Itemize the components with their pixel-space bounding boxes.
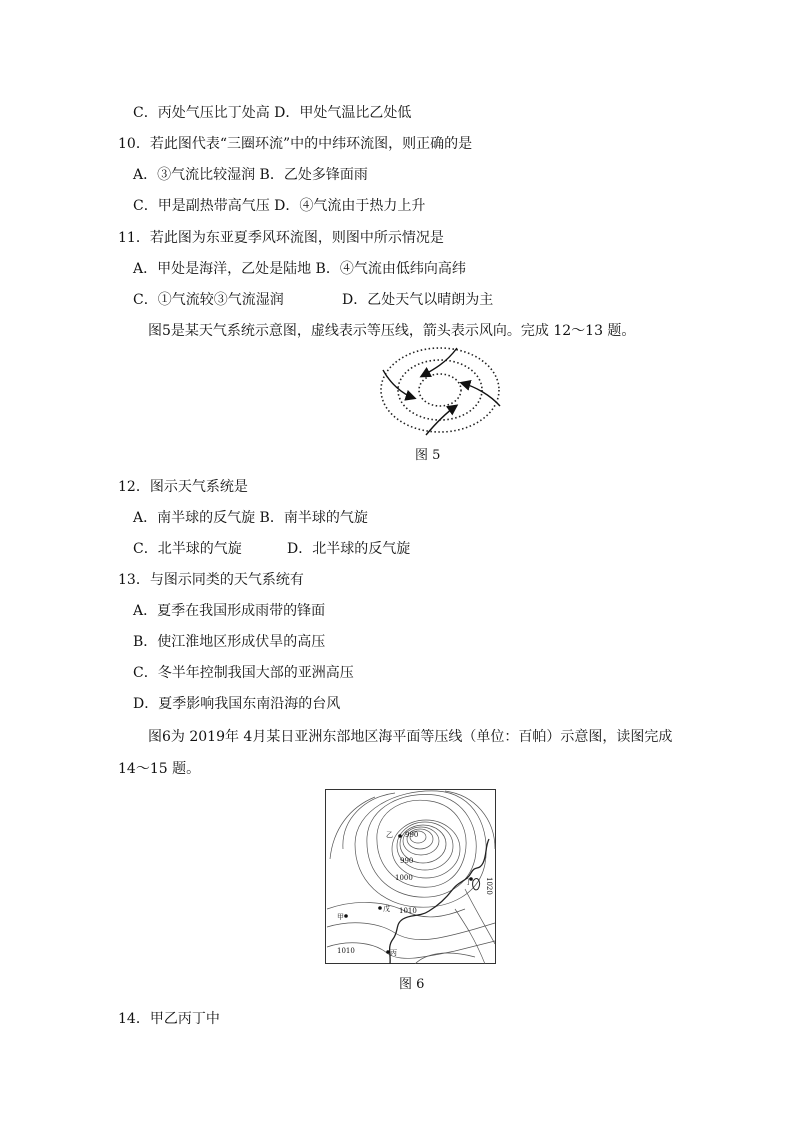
- point-wu: [378, 906, 382, 910]
- option-12c: C．北半球的气旋: [133, 541, 242, 557]
- label-990a: 990: [405, 831, 419, 839]
- intro-figure-5: 图5是某天气系统示意图，虚线表示等压线，箭头表示风向。完成 12～13 题。: [148, 323, 636, 339]
- option-line-9cd: C．丙处气压比丁处高 D．甲处气温比乙处低: [133, 105, 412, 121]
- intro-figure-6-cont: 14～15 题。: [118, 761, 201, 777]
- label-yi: 乙: [386, 831, 393, 839]
- intro-figure-6: 图6为 2019年 4月某日亚洲东部地区海平面等压线（单位：百帕）示意图，读图完成: [148, 729, 673, 745]
- wind-arrow-left: [383, 370, 414, 398]
- figure-5-caption: 图 5: [415, 448, 441, 463]
- label-ding: 丁: [465, 878, 472, 886]
- option-11d: D．乙处天气以晴朗为主: [342, 292, 494, 308]
- option-line-12ab: A．南半球的反气旋 B．南半球的气旋: [133, 510, 368, 526]
- option-13d: D．夏季影响我国东南沿海的台风: [133, 696, 341, 712]
- figure-6-map: [325, 789, 496, 964]
- option-11c: C．①气流较③气流湿润: [133, 292, 284, 308]
- label-jia: 甲: [337, 913, 344, 921]
- question-10: 10．若此图代表“三圈环流”中的中纬环流图，则正确的是: [118, 136, 473, 152]
- question-13: 13．与图示同类的天气系统有: [118, 572, 304, 588]
- label-1000: 1000: [395, 874, 413, 882]
- option-13c: C．冬半年控制我国大部的亚洲高压: [133, 665, 354, 681]
- point-jia: [344, 914, 348, 918]
- figure-6-caption: 图 6: [399, 977, 425, 992]
- option-line-10ab: A．③气流比较湿润 B．乙处多锋面雨: [133, 167, 368, 183]
- label-wu: 戊: [383, 905, 390, 913]
- option-12d: D．北半球的反气旋: [287, 541, 411, 557]
- option-line-11ab: A．甲处是海洋，乙处是陆地 B．④气流由低纬向高纬: [133, 261, 466, 277]
- isobar-middle: [398, 360, 482, 420]
- question-14: 14．甲乙丙丁中: [118, 1011, 220, 1027]
- label-1020: 1020: [485, 877, 493, 895]
- label-1010a: 1010: [399, 907, 417, 915]
- label-bing: 丙: [390, 949, 397, 957]
- point-yi: [398, 834, 402, 838]
- label-990b: 990: [400, 857, 414, 865]
- figure-5-diagram: [378, 343, 508, 439]
- option-13b: B．使江淮地区形成伏旱的高压: [133, 634, 326, 650]
- option-line-10cd: C．甲是副热带高气压 D．④气流由于热力上升: [133, 198, 426, 214]
- wind-arrow-top: [422, 348, 457, 376]
- option-13a: A．夏季在我国形成雨带的锋面: [133, 603, 326, 619]
- isobar-inner: [419, 374, 461, 406]
- question-11: 11．若此图为东亚夏季风环流图，则图中所示情况是: [118, 230, 444, 246]
- label-1010b: 1010: [337, 947, 355, 955]
- question-12: 12．图示天气系统是: [118, 479, 248, 495]
